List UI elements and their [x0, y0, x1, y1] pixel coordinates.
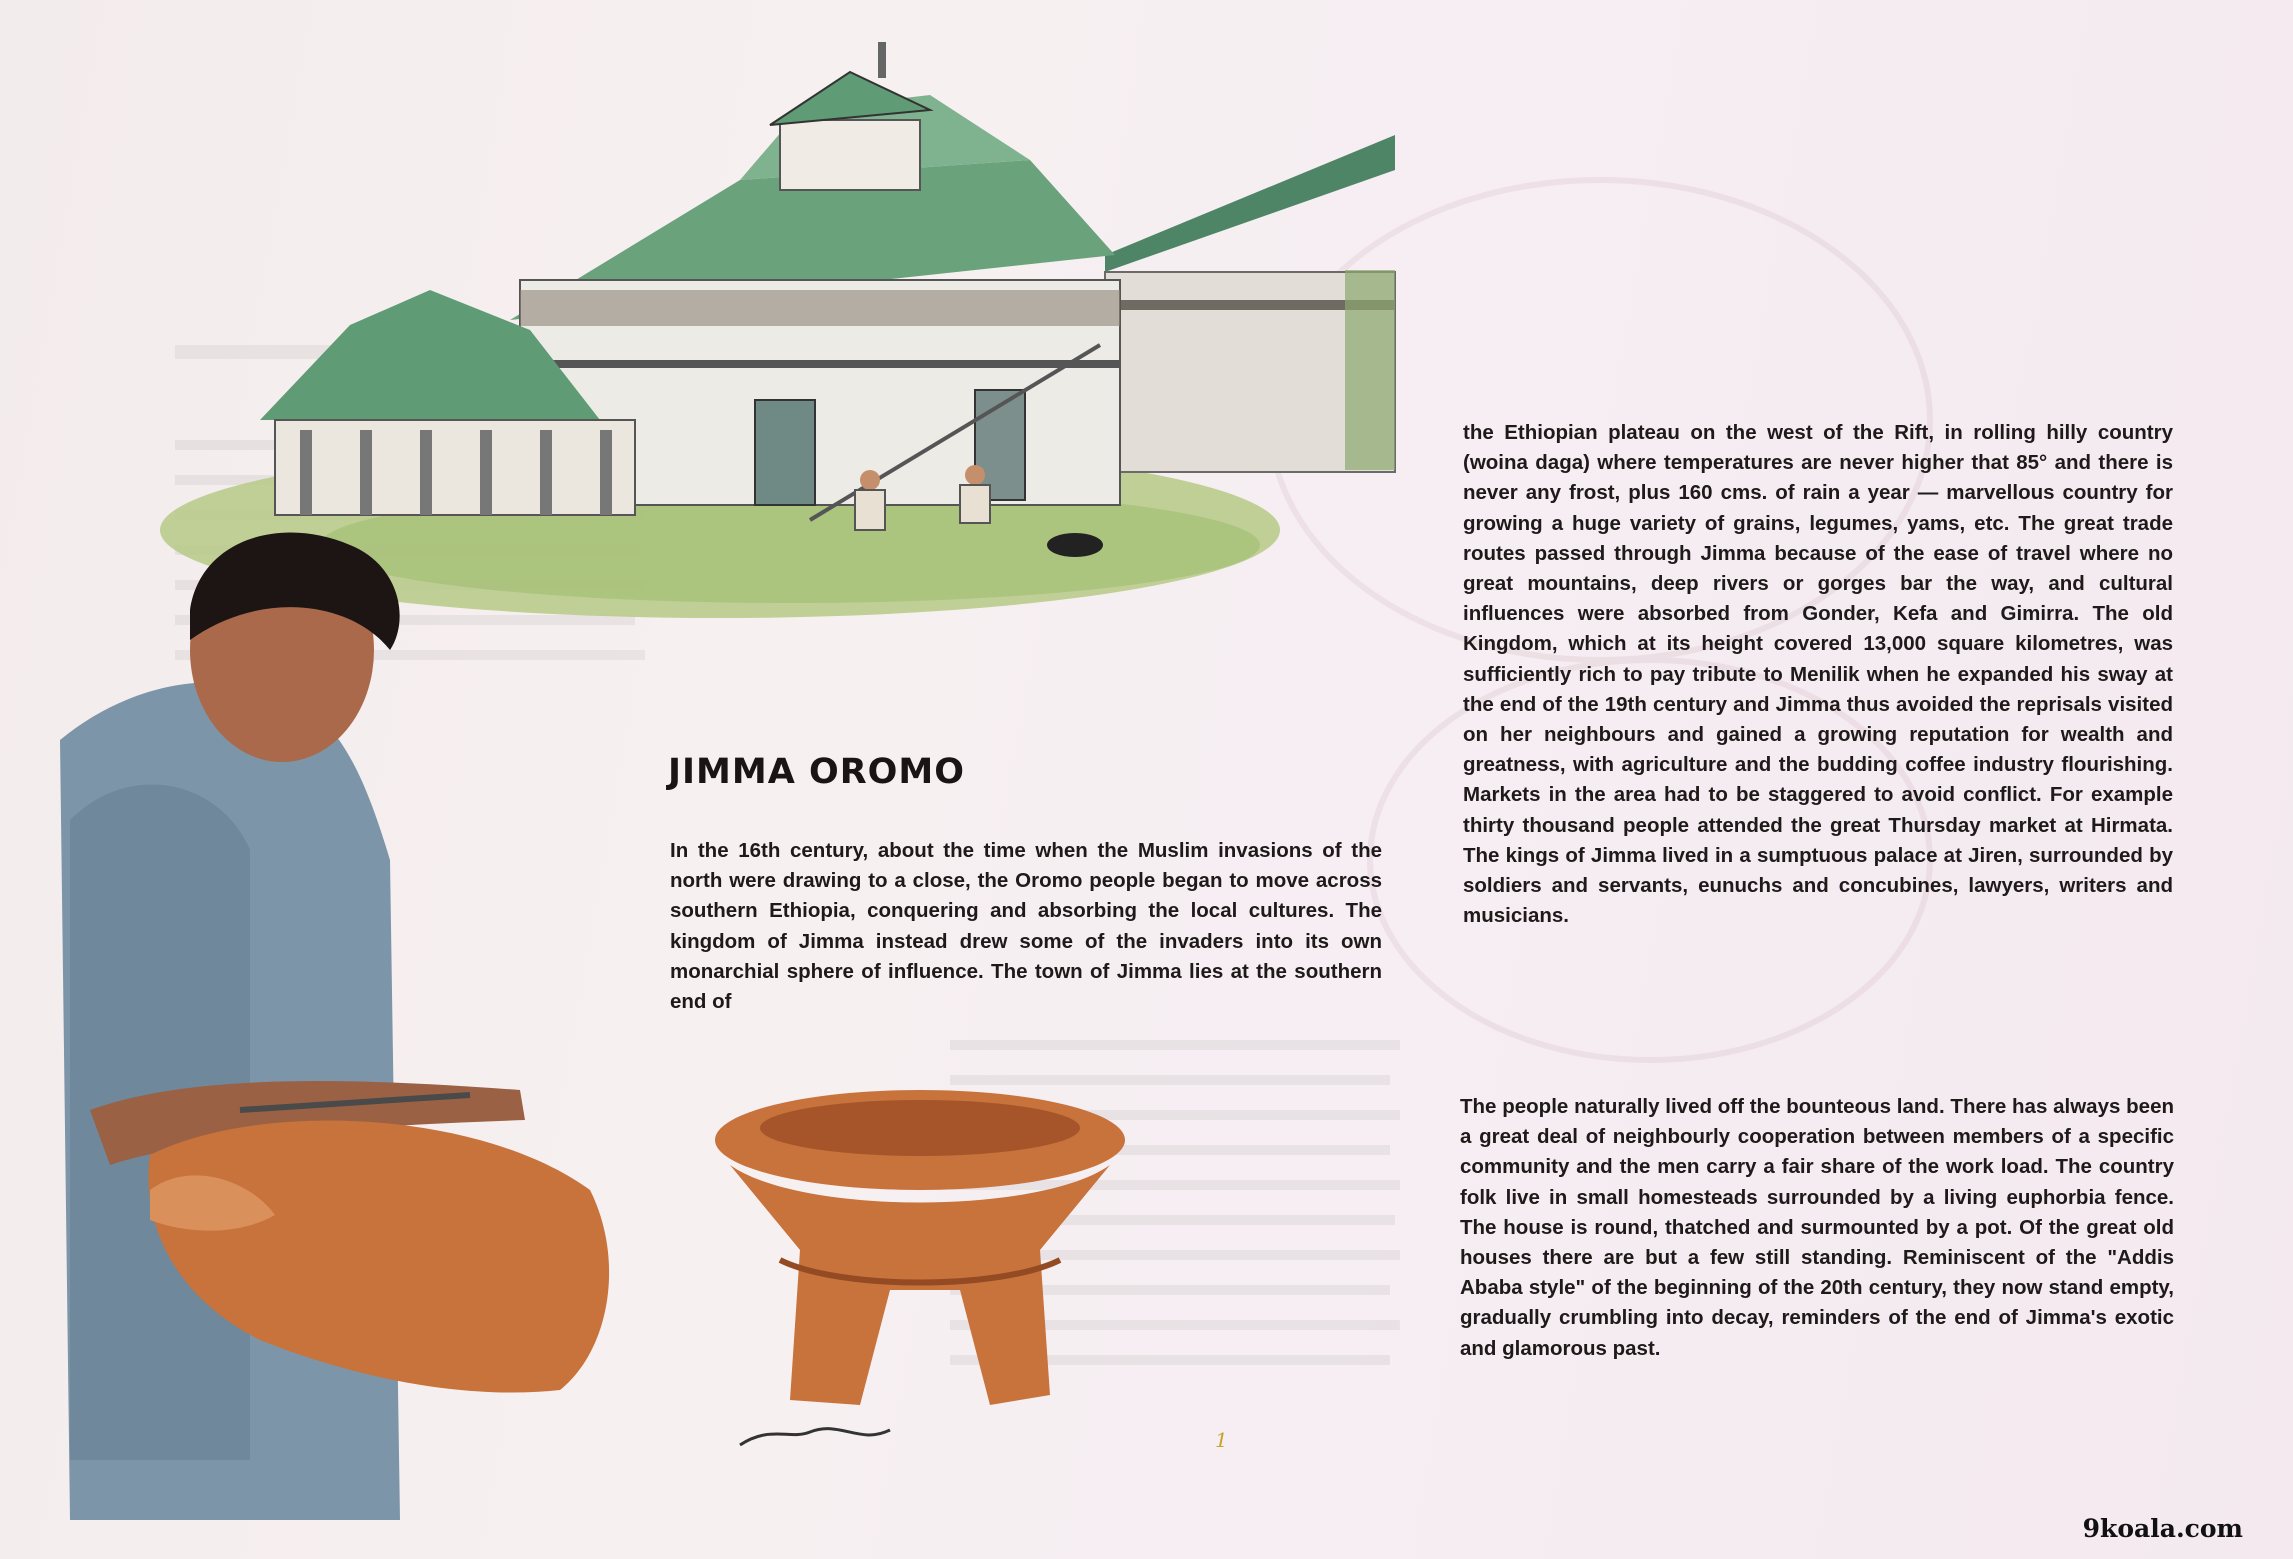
palace-illustration [160, 42, 1395, 618]
carver-illustration [60, 533, 609, 1520]
page-number: 1 [1215, 1428, 1228, 1452]
watermark: 9koala.com [2082, 1514, 2243, 1543]
article-paragraph-3: The people naturally lived off the bounteous land. There has always been a great deal of neighbourly cooperation between members of a specific community and the men carry a fair share of the work load. The country folk live in small homesteads surrounded by a living euphorbia fence. The house is round, thatched and surmounted by a pot. Of the great old houses there are but a few still standing. Reminiscent of the "Addis Ababa style" of the beginning of the 20th century, they now stand empty, gradually crumbling into decay, reminders of the end of Jimma's exotic and glamorous past. [1460, 1095, 2174, 1360]
article-paragraph-2: the Ethiopian plateau on the west of the Rift, in rolling hilly country (woina daga) where temperatures are never higher that 85° and there is never any frost, plus 160 cms. of rain a year — marvellous country for growing a huge variety of grains, legumes, yams, etc. The great trade routes passed through Jimma because of the ease of travel where no great mountains, deep rivers or gorges bar the way, and cultural influences were absorbed from Gonder, Kefa and Gimirra. The old Kingdom, which at its height covered 13,000 square kilometres, was sufficiently rich to pay tribute to Menilik when he expanded his sway at the end of the 19th century and Jimma thus avoided the reprisals visited on her neighbours and gained a growing reputation for wealth and greatness, with agriculture and the budding coffee industry flourishing. Markets in the area had to be staggered to avoid conflict. For example thirty thousand people attended the great Thursday market at Hirmata. The kings of Jimma lived in a sumptuous palace at Jiren, surrounded by soldiers and servants, eunuchs and concubines, lawyers, writers and musicians. [1463, 421, 2173, 928]
stool-illustration [715, 1090, 1125, 1445]
article-heading: JIMMA OROMO [668, 752, 966, 792]
article-paragraph-1: In the 16th century, about the time when the Muslim invasions of the north were drawing to a close, the Oromo people began to move across southern Ethiopia, conquering and absorbing the local cultures. The kingdom of Jimma instead drew some of the invaders into its own monarchial sphere of influence. The town of Jimma lies at the southern end of [670, 839, 1382, 1014]
